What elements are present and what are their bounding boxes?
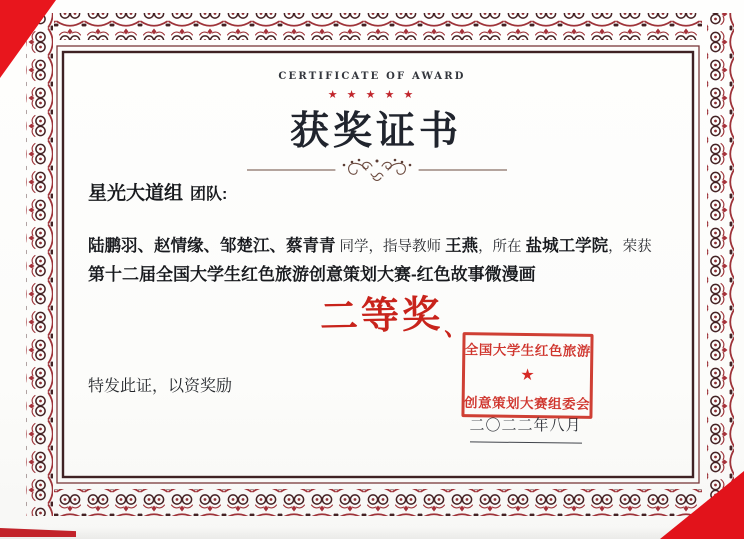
date-underline: [470, 441, 582, 443]
institution-name: 盐城工学院: [525, 237, 609, 255]
advisor-name: 王燕: [445, 237, 479, 255]
connector-text-3: ，荣获: [608, 239, 652, 255]
certificate-eyebrow: CERTIFICATE OF AWARD: [278, 71, 466, 82]
award-tick-mark: 、: [442, 313, 474, 345]
certificate-title: 获奖证书: [289, 108, 462, 154]
connector-text-2: ，所在: [478, 239, 526, 255]
five-stars-icon: ★ ★ ★ ★ ★: [327, 89, 417, 101]
team-label: 团队:: [190, 186, 228, 203]
issue-date: 二〇二二年八月: [469, 417, 582, 434]
organizer-stamp: [461, 332, 593, 419]
recipient-line: [88, 232, 652, 256]
connector-text-1: 同学，指导教师: [335, 239, 446, 255]
team-line: [88, 178, 227, 205]
closing-statement: 特发此证，以资奖励: [88, 378, 233, 395]
stamp-line-2: 创意策划大赛组委会: [464, 395, 591, 412]
competition-name: 第十二届全国大学生红色旅游创意策划大赛-红色故事微漫画: [88, 265, 536, 284]
photo-bottom-shadow: [0, 527, 744, 539]
student-names: 陆鹏羽、赵情缘、邹楚江、蔡青青: [88, 237, 336, 255]
team-name: 星光大道组: [88, 183, 184, 204]
stamp-star-icon: ★: [520, 366, 535, 384]
flourish-divider-icon: [247, 157, 507, 185]
award-text: 二等奖: [319, 294, 444, 339]
award-grade-handwritten: [319, 282, 472, 346]
stamp-line-1: 全国大学生红色旅游: [464, 342, 591, 359]
